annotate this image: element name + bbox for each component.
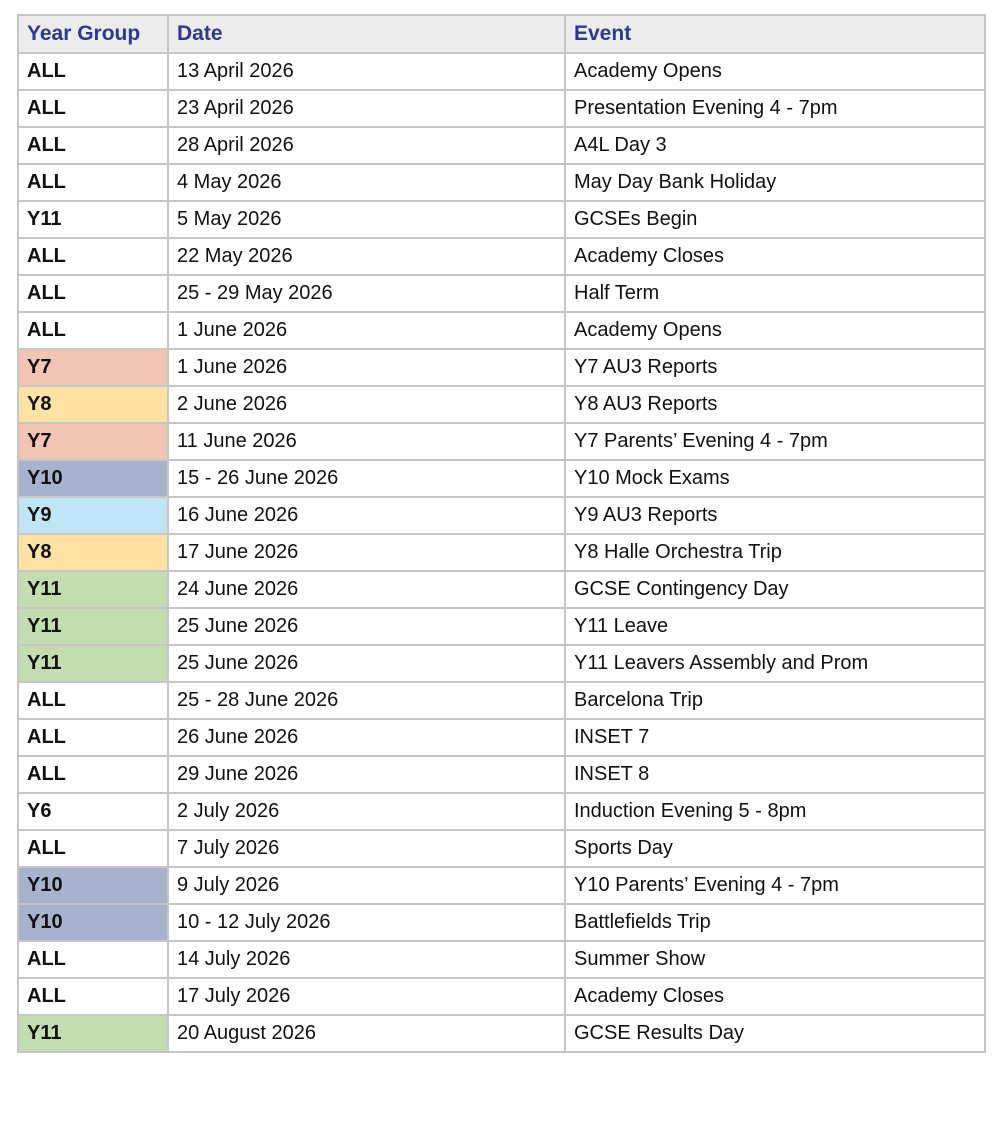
table-row — [18, 386, 985, 423]
event-cell: GCSEs Begin — [565, 201, 985, 238]
year-group-cell: ALL — [18, 90, 168, 127]
table-row — [18, 719, 985, 756]
table-row — [18, 608, 985, 645]
date-cell: 17 June 2026 — [168, 534, 565, 571]
event-cell: INSET 7 — [565, 719, 985, 756]
table-row — [18, 682, 985, 719]
year-group-cell: ALL — [18, 164, 168, 201]
year-group-cell: Y11 — [18, 1015, 168, 1052]
table-header — [18, 15, 985, 53]
year-group-cell: ALL — [18, 941, 168, 978]
event-cell: Summer Show — [565, 941, 985, 978]
date-cell: 17 July 2026 — [168, 978, 565, 1015]
date-cell: 29 June 2026 — [168, 756, 565, 793]
table-body — [18, 53, 985, 1052]
year-group-cell: Y11 — [18, 645, 168, 682]
year-group-cell: Y9 — [18, 497, 168, 534]
event-cell: Y10 Parents’ Evening 4 - 7pm — [565, 867, 985, 904]
table-row — [18, 53, 985, 90]
year-group-cell: ALL — [18, 978, 168, 1015]
table-row — [18, 867, 985, 904]
date-cell: 4 May 2026 — [168, 164, 565, 201]
date-cell: 25 June 2026 — [168, 645, 565, 682]
year-group-cell: Y10 — [18, 904, 168, 941]
table-row — [18, 645, 985, 682]
event-cell: Y11 Leave — [565, 608, 985, 645]
header-row — [18, 15, 985, 53]
event-cell: Sports Day — [565, 830, 985, 867]
table-row — [18, 1015, 985, 1052]
table-row — [18, 90, 985, 127]
table-row — [18, 423, 985, 460]
event-cell: Barcelona Trip — [565, 682, 985, 719]
event-cell: A4L Day 3 — [565, 127, 985, 164]
date-cell: 7 July 2026 — [168, 830, 565, 867]
table-row — [18, 201, 985, 238]
table-row — [18, 571, 985, 608]
table-row — [18, 978, 985, 1015]
date-cell: 14 July 2026 — [168, 941, 565, 978]
date-cell: 5 May 2026 — [168, 201, 565, 238]
event-cell: Half Term — [565, 275, 985, 312]
event-cell: Induction Evening 5 - 8pm — [565, 793, 985, 830]
date-cell: 16 June 2026 — [168, 497, 565, 534]
table-row — [18, 127, 985, 164]
date-cell: 28 April 2026 — [168, 127, 565, 164]
calendar-table — [17, 14, 986, 1053]
table-row — [18, 460, 985, 497]
table-row — [18, 164, 985, 201]
table-row — [18, 312, 985, 349]
event-cell: Y7 Parents’ Evening 4 - 7pm — [565, 423, 985, 460]
year-group-header: Year Group — [18, 15, 168, 53]
date-cell: 10 - 12 July 2026 — [168, 904, 565, 941]
table-row — [18, 275, 985, 312]
table-row — [18, 349, 985, 386]
date-cell: 2 June 2026 — [168, 386, 565, 423]
year-group-cell: Y11 — [18, 571, 168, 608]
year-group-cell: Y8 — [18, 386, 168, 423]
year-group-cell: ALL — [18, 830, 168, 867]
table-row — [18, 497, 985, 534]
year-group-cell: ALL — [18, 238, 168, 275]
table-row — [18, 904, 985, 941]
year-group-cell: ALL — [18, 756, 168, 793]
date-cell: 23 April 2026 — [168, 90, 565, 127]
year-group-cell: Y7 — [18, 423, 168, 460]
year-group-cell: Y8 — [18, 534, 168, 571]
date-cell: 13 April 2026 — [168, 53, 565, 90]
date-cell: 2 July 2026 — [168, 793, 565, 830]
date-cell: 1 June 2026 — [168, 312, 565, 349]
event-cell: Y9 AU3 Reports — [565, 497, 985, 534]
event-cell: Y7 AU3 Reports — [565, 349, 985, 386]
date-cell: 26 June 2026 — [168, 719, 565, 756]
year-group-cell: Y11 — [18, 201, 168, 238]
year-group-cell: Y11 — [18, 608, 168, 645]
date-header: Date — [168, 15, 565, 53]
event-cell: GCSE Contingency Day — [565, 571, 985, 608]
table-row — [18, 238, 985, 275]
date-cell: 11 June 2026 — [168, 423, 565, 460]
table-row — [18, 830, 985, 867]
year-group-cell: ALL — [18, 275, 168, 312]
year-group-cell: ALL — [18, 682, 168, 719]
year-group-cell: Y6 — [18, 793, 168, 830]
year-group-cell: ALL — [18, 719, 168, 756]
year-group-cell: Y7 — [18, 349, 168, 386]
date-cell: 20 August 2026 — [168, 1015, 565, 1052]
event-cell: INSET 8 — [565, 756, 985, 793]
year-group-cell: ALL — [18, 127, 168, 164]
date-cell: 15 - 26 June 2026 — [168, 460, 565, 497]
event-cell: GCSE Results Day — [565, 1015, 985, 1052]
date-cell: 9 July 2026 — [168, 867, 565, 904]
date-cell: 25 June 2026 — [168, 608, 565, 645]
event-cell: May Day Bank Holiday — [565, 164, 985, 201]
table-row — [18, 756, 985, 793]
date-cell: 1 June 2026 — [168, 349, 565, 386]
year-group-cell: Y10 — [18, 460, 168, 497]
event-cell: Y11 Leavers Assembly and Prom — [565, 645, 985, 682]
event-header: Event — [565, 15, 985, 53]
date-cell: 25 - 28 June 2026 — [168, 682, 565, 719]
event-cell: Y10 Mock Exams — [565, 460, 985, 497]
year-group-cell: ALL — [18, 53, 168, 90]
event-cell: Battlefields Trip — [565, 904, 985, 941]
event-cell: Y8 Halle Orchestra Trip — [565, 534, 985, 571]
event-cell: Academy Closes — [565, 238, 985, 275]
event-cell: Academy Closes — [565, 978, 985, 1015]
table-row — [18, 941, 985, 978]
year-group-cell: ALL — [18, 312, 168, 349]
table-row — [18, 534, 985, 571]
date-cell: 22 May 2026 — [168, 238, 565, 275]
year-group-cell: Y10 — [18, 867, 168, 904]
event-cell: Academy Opens — [565, 312, 985, 349]
event-cell: Y8 AU3 Reports — [565, 386, 985, 423]
event-cell: Academy Opens — [565, 53, 985, 90]
table-row — [18, 793, 985, 830]
date-cell: 24 June 2026 — [168, 571, 565, 608]
event-cell: Presentation Evening 4 - 7pm — [565, 90, 985, 127]
date-cell: 25 - 29 May 2026 — [168, 275, 565, 312]
